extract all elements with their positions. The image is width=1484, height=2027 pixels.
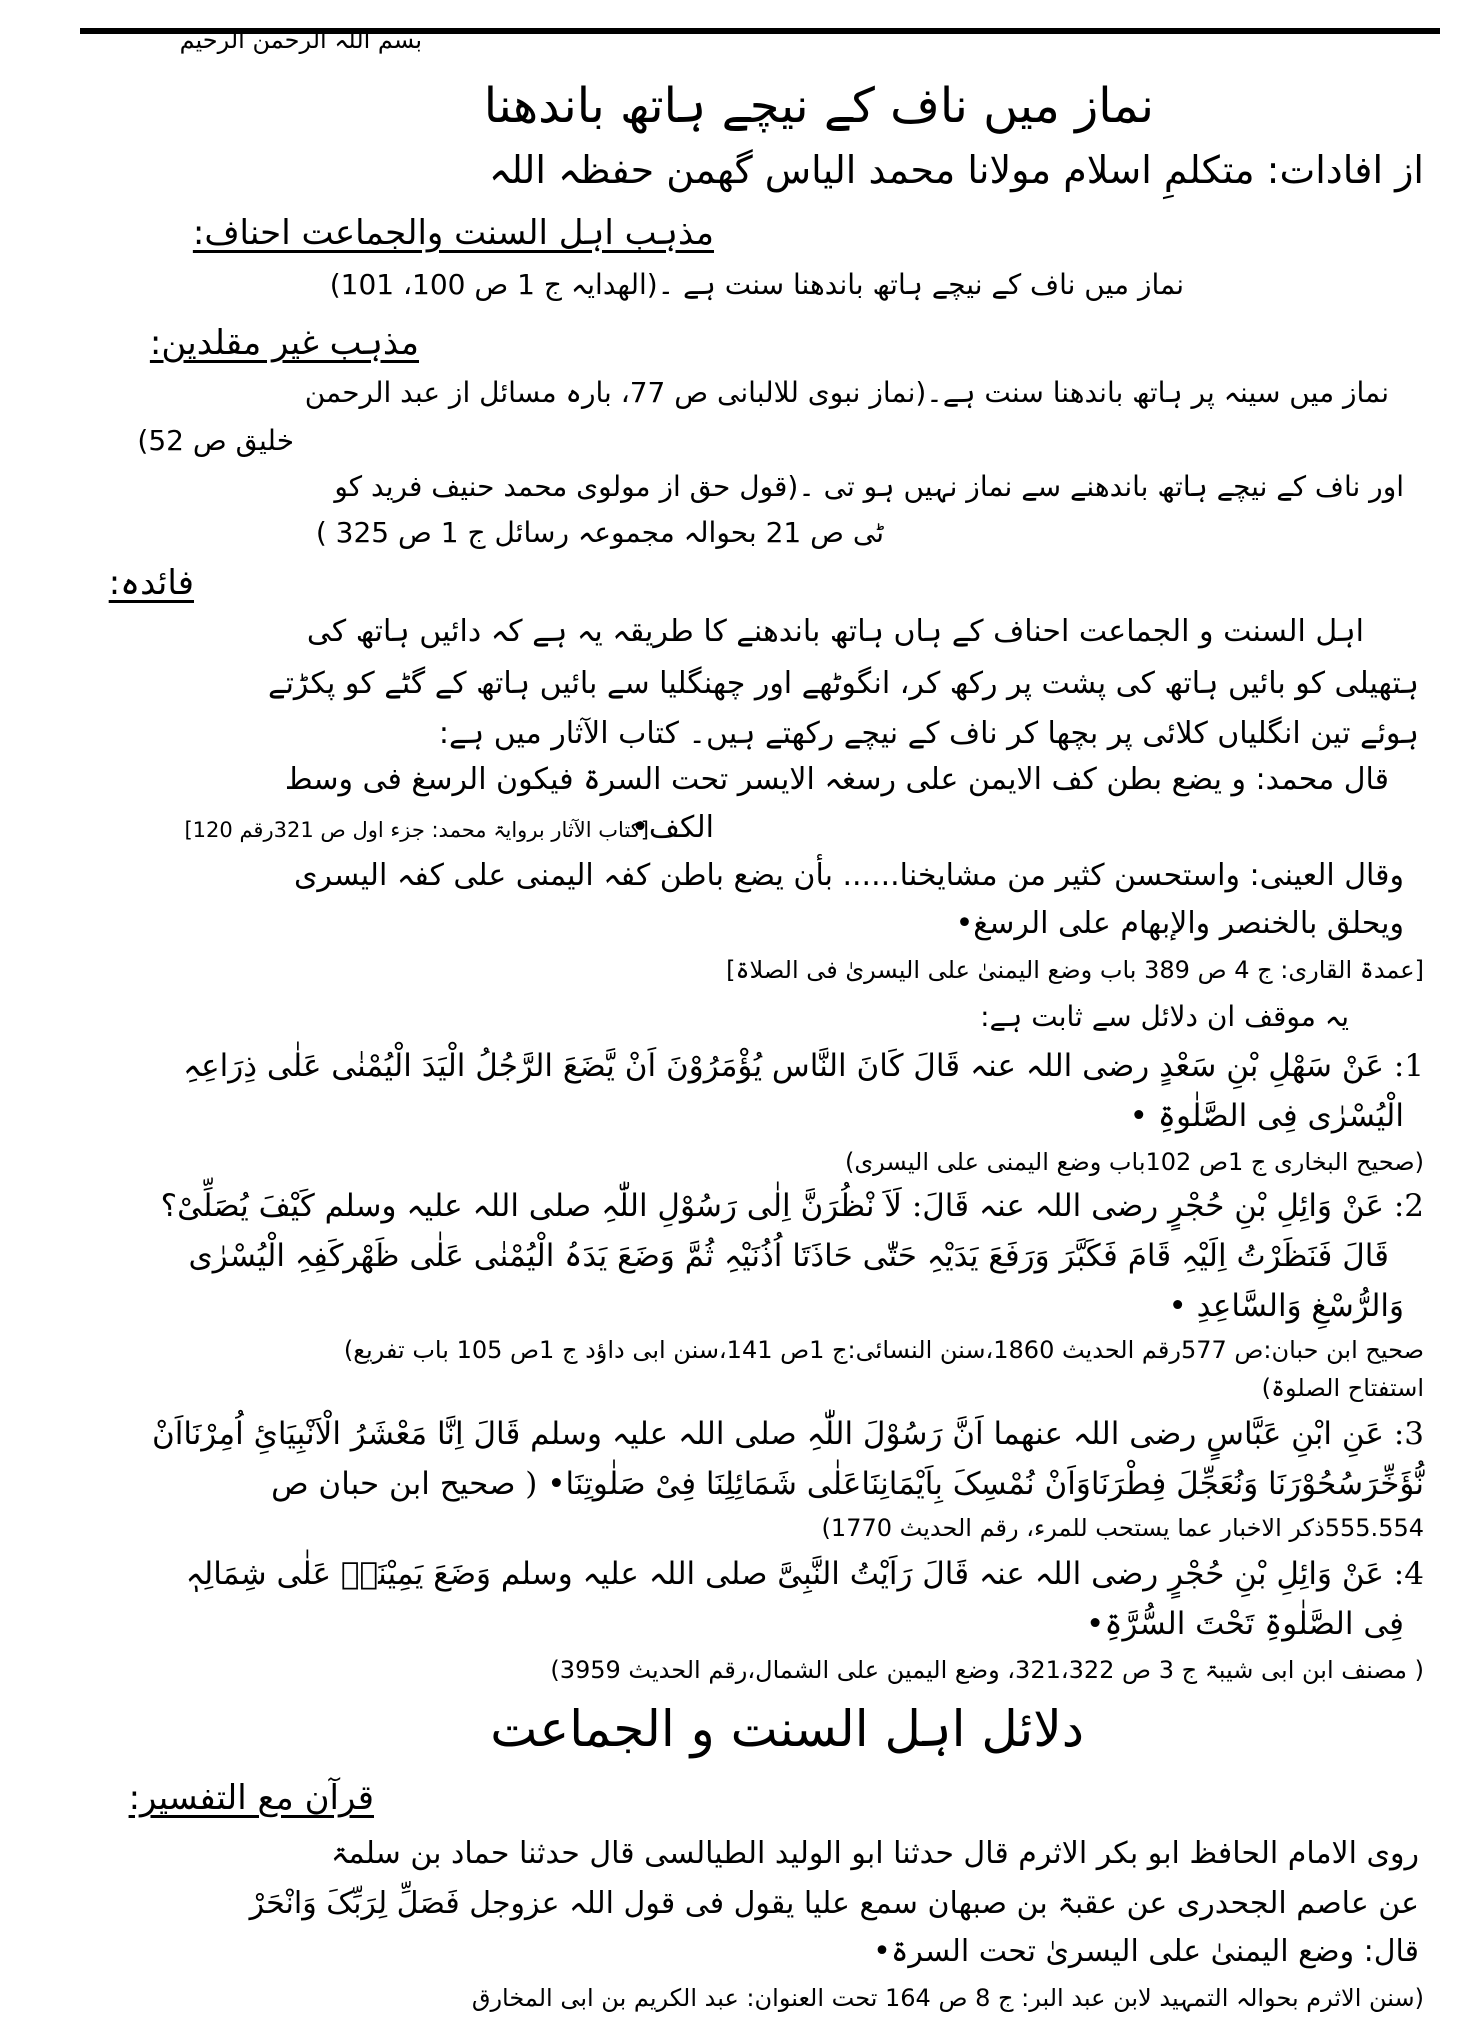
faida-line-3: ہوئے تین انگلیاں کلائی پر بچھا کر ناف کے نیچے رکھتے ہیں۔ کتاب الآثار میں ہے: xyxy=(438,716,1419,751)
tafsir-line-3: قال: وضع الیمنیٰ علی الیسریٰ تحت السرۃ• xyxy=(873,1934,1419,1969)
hadith-3-line-b: نُّؤَخِّرَسُحُوْرَنَا وَنُعَجِّلَ فِطْرَنَاوَاَنْ نُمْسِکَ بِاَیْمَانِنَاعَلٰی شَمَائِلِنَا فِیْ صَلٰوتِنَا• ( صحیح ابن حبان ص xyxy=(271,1466,1424,1502)
author-line: از افادات: متکلمِ اسلام مولانا محمد الیاس گھمن حفظہ اللہ xyxy=(488,148,1424,192)
hadith-2-line-c: وَالرُّسْغِ وَالسَّاعِدِ • xyxy=(1168,1288,1404,1324)
aini-ref: [عمدۃ القاری: ج 4 ص 389 باب وضع الیمنیٰ علی الیسریٰ فی الصلاۃ] xyxy=(726,956,1424,984)
hadith-4-line-b: فِی الصَّلٰوۃِ تَحْتَ السُّرَّۃِ• xyxy=(1086,1606,1404,1642)
hadith-4-ref: ( مصنف ابن ابی شیبۃ ج 3 ص 321،322، وضع الیمین علی الشمال،رقم الحدیث 3959) xyxy=(550,1656,1424,1684)
hadith-2-ref-1: صحیح ابن حبان:ص 577رقم الحدیث 1860،سنن النسائی:ج 1ص 141،سنن ابی داؤد ج 1ص 105 باب تفریع) xyxy=(343,1336,1424,1364)
qal-muhammad-2: الکف• xyxy=(631,810,714,845)
hadith-1-line-a: 1: عَنْ سَھْلِ بْنِ سَعْدٍ رضی اللہ عنہ قَالَ کَانَ النَّاس یُؤْمَرُوْنَ اَنْ یَّضَعَ الرَّجُلُ الْیَدَ الْیُمْنٰی عَلٰی ذِرَاعِہِ xyxy=(182,1048,1424,1084)
faida-heading: فائدہ: xyxy=(108,563,194,603)
mauqif-line: یہ موقف ان دلائل سے ثابت ہے: xyxy=(980,1000,1349,1033)
hadith-4-line-a: 4: عَنْ وَائِلِ بْنِ حُجْرٍ رضی اللہ عنہ قَالَ رَاَیْتُ النَّبِیَّ صلی اللہ علیہ وسلم وَضَعَ یَمِیْنَہٗ عَلٰی شِمَالِہٖ xyxy=(185,1556,1424,1592)
dalail-title: دلائل اہل السنت و الجماعت xyxy=(490,1700,1084,1758)
faida-line-2: ہتھیلی کو بائیں ہاتھ کی پشت پر رکھ کر، انگوٹھے اور چھنگلیا سے بائیں ہاتھ کے گٹے کو پکڑتے xyxy=(268,666,1419,701)
hadith-2-line-b: قَالَ فَنَظَرْتُ اِلَیْہِ قَامَ فَکَبَّرَ وَرَفَعَ یَدَیْہِ حَتّٰی حَاذَتَا اُذُنَیْہِ ثُمَّ وَضَعَ یَدَہُ الْیُمْنٰی عَلٰی ظَھْرکَفِہِ الْیُسْرٰی xyxy=(188,1238,1389,1274)
hadith-2-ref-2: استفتاح الصلوۃ) xyxy=(1261,1374,1424,1402)
faida-line-1: اہل السنت و الجماعت احناف کے ہاں ہاتھ باندھنے کا طریقہ یہ ہے کہ دائیں ہاتھ کی xyxy=(306,614,1364,649)
tafsir-ref: (سنن الاثرم بحوالہ التمہید لابن عبد البر: ج 8 ص 164 تحت العنوان: عبد الکریم بن ابی المخارق xyxy=(471,1984,1424,2012)
ghair-text-2a: اور ناف کے نیچے ہاتھ باندھنے سے نماز نہیں ہو تی ۔(قول حق از مولوی محمد حنیف فرید کو xyxy=(334,470,1404,503)
hadith-3-line-a: 3: عَنِ ابْنِ عَبَّاسٍ رضی اللہ عنھما اَنَّ رَسُوْلَ اللّٰہِ صلی اللہ علیہ وسلم قَالَ اِنَّا مَعْشَرُ الْاَنْبِیَائِ اُمِرْنَااَنْ xyxy=(151,1416,1424,1452)
qal-muhammad-ref: [کتاب الآثار بروایۃ محمد: جزء اول ص 321رقم 120] xyxy=(184,818,649,842)
ghair-heading: مذہب غیر مقلدین: xyxy=(149,323,419,363)
ahnaf-heading: مذہب اہل السنت والجماعت احناف: xyxy=(192,213,714,253)
hadith-3-ref: 555.554ذکر الاخبار عما یستحب للمرء، رقم الحدیث 1770) xyxy=(821,1514,1424,1542)
hadith-1-ref: (صحیح البخاری ج 1ص 102باب وضع الیمنی علی الیسری) xyxy=(845,1148,1424,1176)
aini-line-2: ویحلق بالخنصر والإبهام علی الرسغ• xyxy=(955,906,1404,941)
ghair-text-1a: نماز میں سینہ پر ہاتھ باندھنا سنت ہے۔(نماز نبوی للالبانی ص 77، بارہ مسائل از عبد الرحمن xyxy=(304,376,1389,409)
ahnaf-text: نماز میں ناف کے نیچے ہاتھ باندھنا سنت ہے ۔(الھدایہ ج 1 ص 100، 101) xyxy=(329,268,1184,301)
quran-heading: قرآن مع التفسیر: xyxy=(128,1778,374,1818)
tafsir-line-1: روی الامام الحافظ ابو بکر الاثرم قال حدثنا ابو الولید الطیالسی قال حدثنا حماد بن سلمۃ xyxy=(330,1836,1419,1871)
basmala: بسم اللہ الرحمن الرحیم xyxy=(179,26,422,54)
hadith-2-line-a: 2: عَنْ وَائِلِ بْنِ حُجْرٍ رضی اللہ عنہ قَالَ: لَاَ نْظُرَنَّ اِلٰی رَسُوْلِ اللّٰہِ صلی اللہ علیہ وسلم کَیْفَ یُصَلِّیْ؟ xyxy=(160,1188,1424,1224)
tafsir-line-2: عن عاصم الجحدری عن عقبۃ بن صبھان سمع علیا یقول فی قول اللہ عزوجل فَصَلِّ لِرَبِّکَ وَانْحَرْ xyxy=(249,1886,1419,1921)
aini-line-1: وقال العینی: واستحسن کثیر من مشایخنا...... بأن یضع باطن کفہ الیمنی علی کفہ الیسری xyxy=(293,858,1404,893)
page-title: نماز میں ناف کے نیچے ہاتھ باندھنا xyxy=(483,78,1154,134)
ghair-text-1b: خلیق ص 52) xyxy=(137,424,294,457)
qal-muhammad-1: قال محمد: و یضع بطن کف الایمن علی رسغہ الایسر تحت السرۃ فیکون الرسغ فی وسط xyxy=(284,762,1389,797)
ghair-text-2b: ٹی ص 21 بحوالہ مجموعہ رسائل ج 1 ص 325 ) xyxy=(315,516,884,549)
hadith-1-line-b: الْیُسْرٰی فِی الصَّلٰوۃِ • xyxy=(1129,1098,1404,1134)
